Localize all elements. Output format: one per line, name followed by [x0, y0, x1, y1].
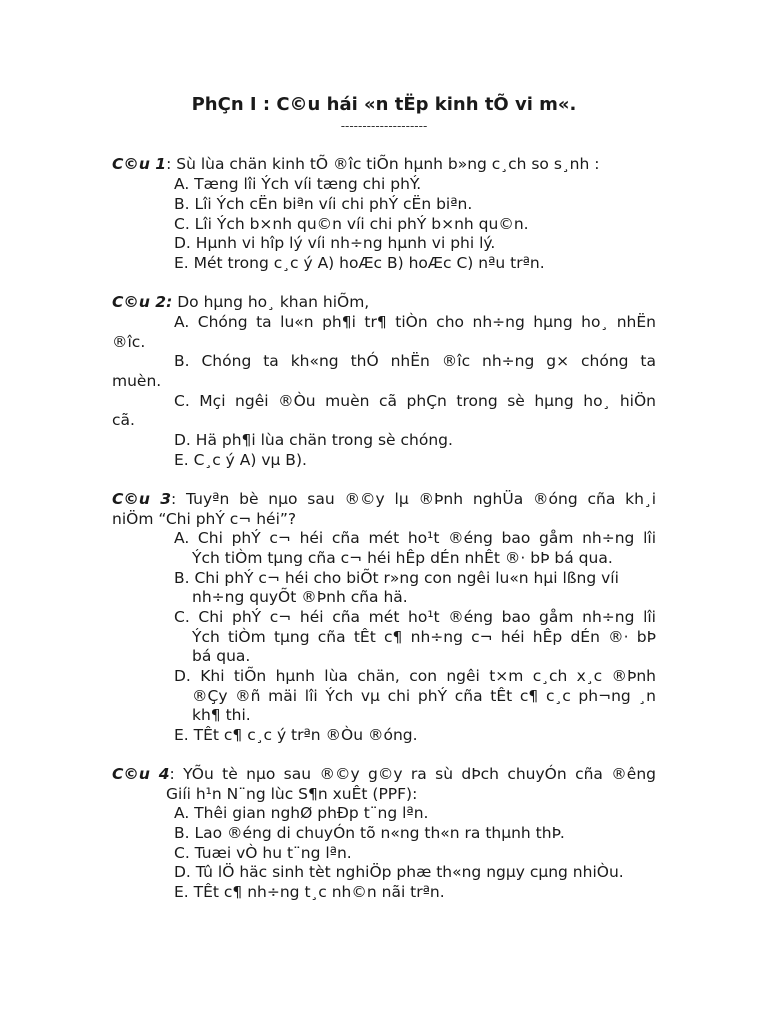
question-4-label: C©u 4 [112, 765, 170, 783]
question-4-text-cont: Giíi h¹n N¨ng lùc S¶n xuÊt (PPF): [166, 785, 418, 803]
question-2-option-e: E. C¸c ý A) vµ B). [174, 451, 307, 469]
page-title: PhÇn I : C©u hái «n tËp kinh tÕ vi m«. [191, 94, 577, 115]
question-3-option-c-cont-2: bá qua. [192, 647, 251, 665]
question-4-option-d: D. Tû lÖ häc sinh tèt nghiÖp phæ th«ng ngµy cµng nhiÒu. [174, 863, 624, 881]
question-4-option-b: B. Lao ®éng di chuyÓn tõ n«ng th«n ra thµnh thÞ. [174, 824, 565, 842]
question-3-option-e: E. TÊt c¶ c¸c ý trªn ®Òu ®óng. [174, 726, 418, 744]
question-2-option-a: A. Chóng ta lu«n ph¶i tr¶ tiÒn cho nh÷ng hµng ho¸ nhËn [174, 313, 656, 331]
question-2-stem [112, 292, 369, 312]
question-1-option-d: D. Hµnh vi hîp lý víi nh÷ng hµnh vi phi lý. [174, 234, 496, 252]
question-2-option-b-cont: muèn. [112, 372, 162, 390]
question-3-option-c: C. Chi phÝ c¬ héi cña mét ho¹t ®éng bao gåm nh÷ng lîi [174, 608, 656, 626]
question-1-stem [112, 154, 599, 174]
question-2-option-d: D. Hä ph¶i lùa chän trong sè chóng. [174, 431, 453, 449]
question-3-option-d-cont: ®Çy ®ñ mäi lîi Ých vµ chi phÝ cña tÊt c¶ c¸c ph¬ng ¸n [192, 687, 656, 705]
question-3-text: : Tuyªn bè nµo sau ®©y lµ ®Þnh nghÜa ®óng cña kh¸i [171, 490, 657, 508]
question-3-option-c-cont: Ých tiÒm tµng cña tÊt c¶ nh÷ng c¬ héi hÊp dÉn ®· bÞ [192, 628, 656, 646]
question-1-option-b: B. Lîi Ých cËn biªn víi chi phÝ cËn biªn. [174, 195, 473, 213]
title-divider: -------------------- [340, 119, 428, 133]
question-1-option-e: E. Mét trong c¸c ý A) hoÆc B) hoÆc C) nªu trªn. [174, 254, 545, 272]
question-3-option-a-cont: Ých tiÒm tµng cña c¬ héi hÊp dÉn nhÊt ®· bÞ bá qua. [192, 549, 613, 567]
question-3-option-b-cont: nh÷ng quyÕt ®Þnh cña hä. [192, 588, 408, 606]
question-3-option-a: A. Chi phÝ c¬ héi cña mét ho¹t ®éng bao gåm nh÷ng lîi [174, 529, 656, 547]
question-1-label: C©u 1 [112, 155, 167, 173]
question-3-option-d-cont-2: kh¶ thi. [192, 706, 251, 724]
question-4-option-e: E. TÊt c¶ nh÷ng t¸c nh©n nãi trªn. [174, 883, 445, 901]
question-2-text: Do hµng ho¸ khan hiÕm, [172, 293, 370, 311]
question-3-text-cont: niÖm “Chi phÝ c¬ héi”? [112, 510, 297, 528]
question-2-option-b: B. Chóng ta kh«ng thÓ nhËn ®îc nh÷ng g× chóng ta [174, 352, 656, 370]
question-2-option-c-cont: cã. [112, 411, 135, 429]
question-3-option-b: B. Chi phÝ c¬ héi cho biÕt r»ng con ngêi lu«n hµi lßng víi [174, 569, 619, 587]
question-4-option-c: C. Tuæi vÒ hu t¨ng lªn. [174, 844, 352, 862]
question-3-option-d: D. Khi tiÕn hµnh lùa chän, con ngêi t×m c¸ch x¸c ®Þnh [174, 667, 656, 685]
question-4-stem [112, 764, 656, 784]
question-4-text: : YÕu tè nµo sau ®©y g©y ra sù dÞch chuyÓn cña ®êng [169, 765, 656, 783]
question-1-option-c: C. Lîi Ých b×nh qu©n víi chi phÝ b×nh qu©n. [174, 215, 529, 233]
question-1-option-a: A. Tæng lîi Ých víi tæng chi phÝ. [174, 175, 422, 193]
question-3-stem [112, 489, 656, 509]
question-2-option-a-cont: ®îc. [112, 333, 146, 351]
question-2-label: C©u 2: [112, 293, 173, 311]
question-3-label: C©u 3 [112, 490, 171, 508]
question-4-option-a: A. Thêi gian nghØ phÐp t¨ng lªn. [174, 804, 429, 822]
question-2-option-c: C. Mçi ngêi ®Òu muèn cã phÇn trong sè hµng ho¸ hiÖn [174, 392, 656, 410]
question-1-text: : Sù lùa chän kinh tÕ ®îc tiÕn hµnh b»ng c¸ch so s¸nh : [166, 155, 600, 173]
